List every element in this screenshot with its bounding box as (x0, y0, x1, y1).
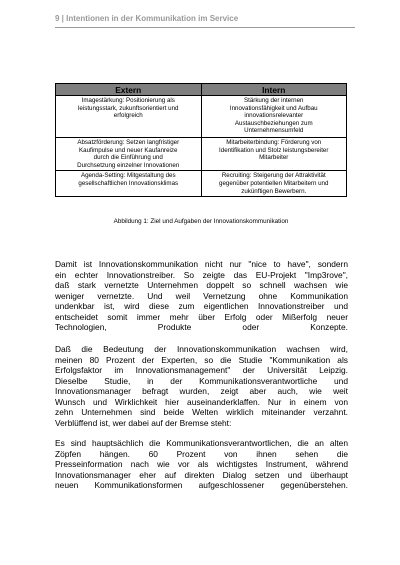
text-line: neuen Kommunikationsformen aufgeschlossener gegenüberstehen. (55, 480, 348, 490)
text-line: weniger vernetzte. Und weil Vernetzung ohne Kommunikation (55, 290, 348, 301)
cell-line: Imagestärkung: Positionierung als (81, 97, 175, 104)
cell-line: Agenda-Setting: Mitgestaltung des (80, 172, 176, 180)
body-paragraph (55, 259, 348, 333)
text-line: Zöpfen hängen. 60 Prozent von ihnen sehen die (55, 448, 348, 459)
text-line: ein echter Innovationstreiber. So zeigte das EU-Projekt "Imp3rove", (55, 269, 348, 280)
table-cell-extern (56, 96, 202, 138)
cell-line: zukünftigen Bewerbern. (241, 187, 307, 195)
figure-caption: Abbildung 1: Ziel und Aufgaben der Innovationskommunikation (113, 218, 289, 225)
table-row (56, 138, 347, 171)
table-cell-extern (56, 138, 202, 171)
column-header-intern: Intern (201, 84, 347, 96)
cell-line: Kaufimpulse und neuer Kaufanreize (79, 146, 178, 154)
text-line: meinen 80 Prozent der Experten, so die Studie "Kommunikation als (55, 354, 348, 365)
table-cell-intern (201, 96, 347, 138)
table-header-row (56, 84, 347, 96)
text-line: Innovationsmanager befragt wurden, zeigt aber auch, wie weit (55, 386, 348, 396)
table-row (56, 171, 347, 197)
cell-line: Recruiting: Steigerung der Attraktivität (221, 172, 326, 180)
cell-line: Durchsetzung einzelner Innovationen (77, 161, 180, 169)
text-fragment: Es sind hauptsächlich die Kommunikationsverantwortlichen, die an alten (55, 438, 348, 448)
text-line: Verblüffend ist, wer dabei auf der Bremse steht: (55, 417, 232, 428)
text-line: Innovationsmanager eher auf direkten Dialog setzen und überhaupt (55, 469, 348, 480)
body-paragraph (55, 344, 348, 428)
text-line: Presseinformation nach wie vor als wichtigstes Instrument, während (55, 459, 348, 469)
cell-line: leistungsstark, zukunftsorientiert und (78, 104, 179, 112)
text-line: daß stark vernetzte Unternehmen doppelt so schnell wachsen wie (55, 280, 348, 290)
text-line: Damit ist Innovationskommunikation nicht nur "nice to have", sondern (55, 259, 348, 269)
text-line: Wunsch und Wirklichkeit hier auseinanderklaffen. Nur in einem von (55, 396, 348, 407)
cell-line: gesellschaftlichen Innovationsklimas (78, 179, 179, 187)
cell-line: gegenüber potentiellen Mitarbeitern und (219, 179, 329, 187)
table-cell-extern (56, 171, 202, 197)
text-line: Erfolgsfaktor im Innovationsmanagement" der Universität Leipzig. (55, 365, 348, 375)
table-row (56, 96, 347, 138)
cell-line: innovationsrelevanter (244, 112, 304, 120)
text-line: Dieselbe Studie, in der Kommunikationsverantwortliche und (55, 375, 348, 386)
text-line: undenkbar ist, wird diese zum eigentlichen Innovationstreiber und (55, 301, 348, 311)
text-line: entscheidet somit immer mehr über Erfolg oder Mißerfolg neuer (55, 311, 348, 322)
cell-line: Austauschbeziehungen zum (234, 119, 313, 127)
table-cell-intern (201, 138, 347, 171)
cell-line: Absatzförderung: Setzen langfristiger (77, 139, 180, 146)
cell-line: Mitarbeiterbindung: Förderung von (226, 139, 322, 146)
cell-line: durch die Einführung und (93, 154, 163, 162)
text-line: Technologien, Produkte oder Konzepte. (55, 322, 348, 332)
cell-line: Identifikation und Stolz leistungsbereiter (219, 146, 329, 154)
cell-line: Innovationsfähigkeit und Aufbau (229, 104, 318, 112)
cell-line: Stärkung der internen (243, 97, 304, 104)
table-cell-intern (201, 171, 347, 197)
text-line (55, 438, 348, 449)
goals-table (55, 83, 347, 197)
text-line: zehn Unternehmen sind beide Welten wirklich miteinander verzahnt. (55, 407, 348, 417)
cell-line: Unternehmensumfeld (244, 127, 304, 135)
column-header-extern: Extern (56, 84, 202, 96)
text-line: Daß die Bedeutung der Innovationskommunikation wachsen wird, (55, 344, 348, 354)
running-header: 9 | Intentionen in der Kommunikation im Service (55, 14, 239, 23)
cell-line: erfolgreich (113, 112, 143, 120)
header-divider (55, 27, 355, 28)
cell-line: Mitarbeiter (259, 154, 289, 162)
body-paragraph (55, 438, 348, 491)
